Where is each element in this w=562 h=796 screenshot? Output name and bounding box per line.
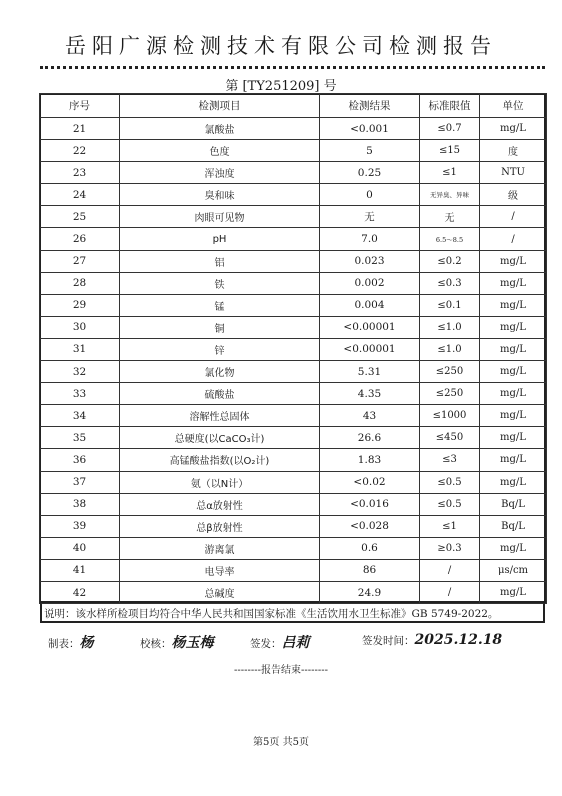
cell-item: 溶解性总固体: [120, 405, 320, 427]
issuer-label: 签发：: [250, 638, 282, 650]
report-end-marker: --------报告结束--------: [233, 665, 329, 676]
cell-result: 0.002: [320, 272, 420, 294]
cell-unit: mg/L: [480, 272, 547, 294]
cell-no: 32: [40, 361, 120, 383]
cell-limit: 6.5～8.5: [420, 228, 480, 250]
cell-item: 游离氯: [120, 537, 320, 559]
report-number: 第 [TY251209] 号: [225, 79, 337, 94]
cell-item: 总碱度: [120, 581, 320, 603]
col-header-limit: 标准限值: [420, 94, 480, 118]
cell-result: 0: [320, 184, 420, 206]
cell-no: 28: [40, 272, 120, 294]
cell-no: 25: [40, 206, 120, 228]
cell-result: 0.023: [320, 250, 420, 272]
cell-item: 总β放射性: [120, 515, 320, 537]
cell-unit: mg/L: [480, 338, 547, 360]
date-label: 签发时间：: [362, 635, 415, 647]
cell-unit: Bq/L: [480, 493, 547, 515]
cell-limit: ≤0.5: [420, 471, 480, 493]
cell-no: 23: [40, 162, 120, 184]
cell-item: 锌: [120, 338, 320, 360]
table-row: [40, 559, 547, 581]
cell-unit: mg/L: [480, 471, 547, 493]
cell-unit: mg/L: [480, 294, 547, 316]
table-row: [40, 250, 547, 272]
cell-item: 锰: [120, 294, 320, 316]
date-signature: 2025.12.18: [414, 632, 503, 648]
table-row: [40, 316, 547, 338]
cell-limit: /: [420, 559, 480, 581]
cell-item: 铜: [120, 316, 320, 338]
table-header-row: [40, 94, 547, 118]
cell-no: 31: [40, 338, 120, 360]
cell-limit: ≤1.0: [420, 338, 480, 360]
cell-item: 氨（以N计）: [120, 471, 320, 493]
cell-unit: mg/L: [480, 316, 547, 338]
table-row: [40, 405, 547, 427]
cell-result: <0.00001: [320, 316, 420, 338]
prepared-by: [48, 632, 94, 652]
cell-unit: mg/L: [480, 118, 547, 140]
cell-item: 臭和味: [120, 184, 320, 206]
col-header-no: 序号: [40, 94, 120, 118]
cell-item: 浑浊度: [120, 162, 320, 184]
cell-unit: mg/L: [480, 405, 547, 427]
cell-result: <0.00001: [320, 338, 420, 360]
table-row: [40, 515, 547, 537]
cell-limit: 无异臭、异味: [420, 184, 480, 206]
prepared-signature: 杨: [79, 635, 94, 651]
cell-item: 氯酸盐: [120, 118, 320, 140]
cell-limit: ≤0.5: [420, 493, 480, 515]
cell-limit: ≤250: [420, 383, 480, 405]
table-row: [40, 118, 547, 140]
cell-limit: ≤0.7: [420, 118, 480, 140]
cell-unit: mg/L: [480, 383, 547, 405]
cell-unit: NTU: [480, 162, 547, 184]
cell-item: pH: [120, 228, 320, 250]
cell-limit: ≤1.0: [420, 316, 480, 338]
table-row: [40, 493, 547, 515]
table-row: [40, 471, 547, 493]
cell-unit: mg/L: [480, 449, 547, 471]
cell-no: 37: [40, 471, 120, 493]
cell-result: 无: [320, 206, 420, 228]
report-title: 岳阳广源检测技术有限公司检测报告: [65, 34, 497, 58]
conformity-note: 说明：该水样所检项目均符合中华人民共和国国家标准《生活饮用水卫生标准》GB 5749-2022。: [40, 603, 545, 623]
table-row: [40, 361, 547, 383]
table-row: [40, 162, 547, 184]
cell-unit: mg/L: [480, 361, 547, 383]
cell-no: 29: [40, 294, 120, 316]
table-row: [40, 338, 547, 360]
cell-limit: ≤1: [420, 515, 480, 537]
col-header-unit: 单位: [480, 94, 547, 118]
cell-item: 总硬度(以CaCO₃计): [120, 427, 320, 449]
checked-by: [140, 632, 214, 652]
cell-result: 0.004: [320, 294, 420, 316]
issuer-signature: 吕莉: [281, 635, 310, 651]
cell-unit: 度: [480, 140, 547, 162]
col-header-result: 检测结果: [320, 94, 420, 118]
checked-label: 校核：: [140, 638, 172, 650]
cell-limit: 无: [420, 206, 480, 228]
cell-no: 42: [40, 581, 120, 603]
table-row: [40, 294, 547, 316]
cell-unit: /: [480, 228, 547, 250]
table-row: [40, 184, 547, 206]
cell-result: <0.028: [320, 515, 420, 537]
table-row: [40, 449, 547, 471]
cell-limit: ≤3: [420, 449, 480, 471]
cell-no: 41: [40, 559, 120, 581]
cell-item: 总α放射性: [120, 493, 320, 515]
cell-limit: /: [420, 581, 480, 603]
cell-unit: mg/L: [480, 250, 547, 272]
table-row: [40, 427, 547, 449]
cell-no: 39: [40, 515, 120, 537]
cell-limit: ≤0.1: [420, 294, 480, 316]
issued-by: [250, 632, 310, 652]
cell-result: 5.31: [320, 361, 420, 383]
cell-no: 35: [40, 427, 120, 449]
cell-limit: ≤450: [420, 427, 480, 449]
cell-limit: ≤250: [420, 361, 480, 383]
cell-no: 22: [40, 140, 120, 162]
cell-no: 30: [40, 316, 120, 338]
cell-limit: ≥0.3: [420, 537, 480, 559]
title-divider: [40, 66, 545, 69]
cell-item: 氯化物: [120, 361, 320, 383]
cell-result: 43: [320, 405, 420, 427]
cell-no: 27: [40, 250, 120, 272]
cell-result: 0.6: [320, 537, 420, 559]
cell-result: 4.35: [320, 383, 420, 405]
cell-no: 21: [40, 118, 120, 140]
cell-unit: mg/L: [480, 427, 547, 449]
cell-unit: 级: [480, 184, 547, 206]
issue-date: [362, 632, 502, 648]
cell-result: 24.9: [320, 581, 420, 603]
cell-result: 1.83: [320, 449, 420, 471]
table-row: [40, 206, 547, 228]
cell-unit: /: [480, 206, 547, 228]
cell-limit: ≤0.3: [420, 272, 480, 294]
cell-result: 5: [320, 140, 420, 162]
cell-item: 色度: [120, 140, 320, 162]
table-row: [40, 581, 547, 603]
cell-unit: μs/cm: [480, 559, 547, 581]
prepared-label: 制表：: [48, 638, 80, 650]
table-row: [40, 383, 547, 405]
cell-result: 0.25: [320, 162, 420, 184]
cell-no: 38: [40, 493, 120, 515]
cell-limit: ≤15: [420, 140, 480, 162]
cell-result: 86: [320, 559, 420, 581]
cell-item: 高锰酸盐指数(以O₂计): [120, 449, 320, 471]
cell-result: <0.016: [320, 493, 420, 515]
page-footer: 第5页 共5页: [253, 737, 309, 748]
col-header-item: 检测项目: [120, 94, 320, 118]
table-row: [40, 228, 547, 250]
results-table: [39, 93, 547, 604]
cell-no: 24: [40, 184, 120, 206]
cell-unit: mg/L: [480, 581, 547, 603]
cell-result: 7.0: [320, 228, 420, 250]
cell-no: 26: [40, 228, 120, 250]
cell-no: 36: [40, 449, 120, 471]
cell-limit: ≤0.2: [420, 250, 480, 272]
cell-result: 26.6: [320, 427, 420, 449]
cell-limit: ≤1: [420, 162, 480, 184]
cell-result: <0.001: [320, 118, 420, 140]
cell-unit: mg/L: [480, 537, 547, 559]
cell-unit: Bq/L: [480, 515, 547, 537]
cell-result: <0.02: [320, 471, 420, 493]
cell-item: 硫酸盐: [120, 383, 320, 405]
cell-no: 34: [40, 405, 120, 427]
cell-no: 33: [40, 383, 120, 405]
table-row: [40, 272, 547, 294]
table-row: [40, 537, 547, 559]
cell-no: 40: [40, 537, 120, 559]
cell-item: 肉眼可见物: [120, 206, 320, 228]
cell-item: 铁: [120, 272, 320, 294]
cell-item: 铝: [120, 250, 320, 272]
table-row: [40, 140, 547, 162]
cell-item: 电导率: [120, 559, 320, 581]
cell-limit: ≤1000: [420, 405, 480, 427]
checked-signature: 杨玉梅: [171, 635, 214, 651]
